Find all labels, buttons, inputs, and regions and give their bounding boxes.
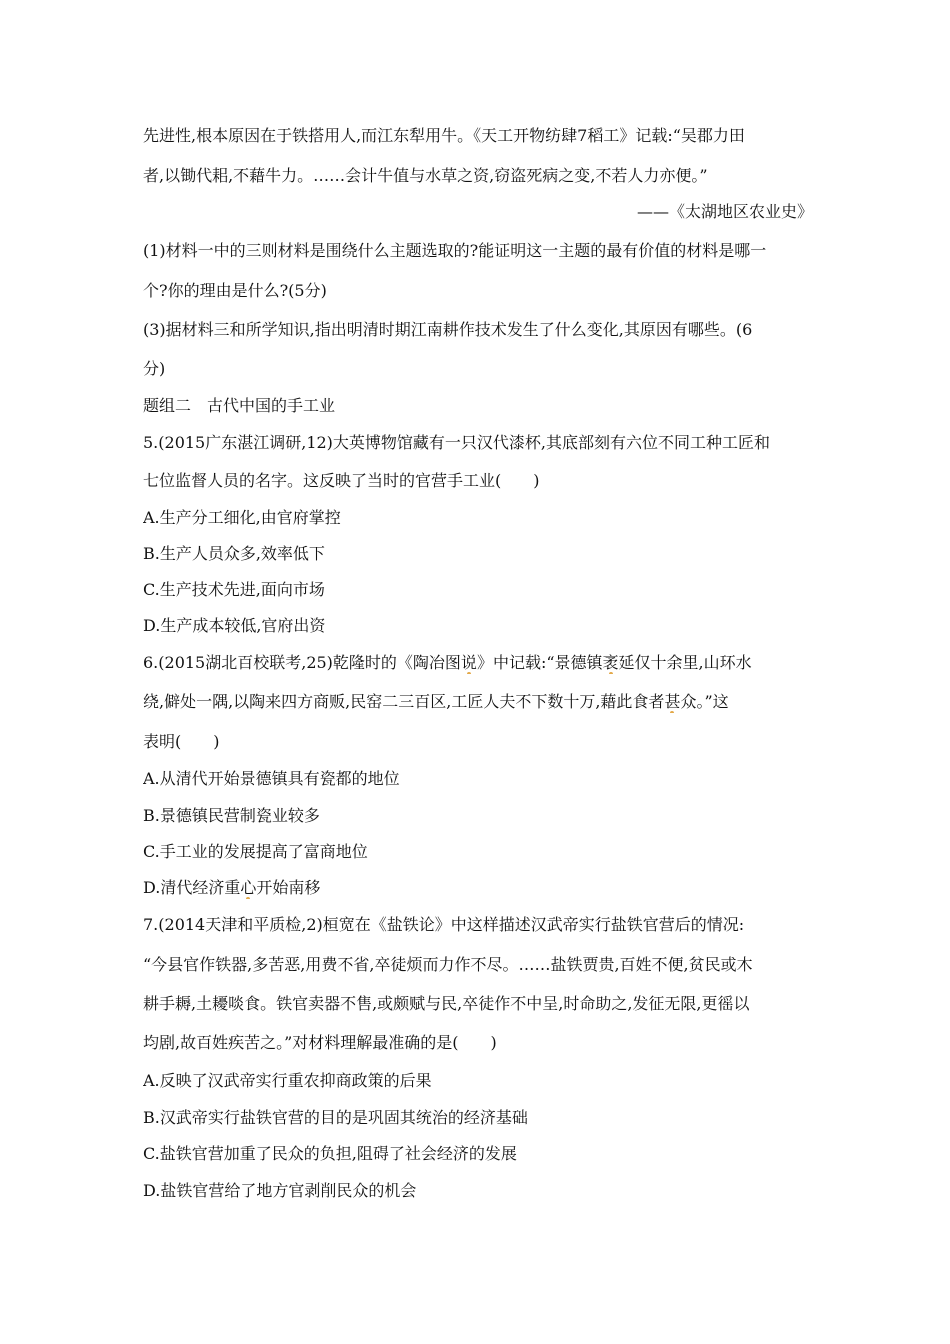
q6-text: 绕,僻处一隅,以陶来四方商贩,民窑二三百区,工匠人夫不下数十万,藉此食者: [143, 692, 665, 711]
q6-emphasis-char: 心: [240, 878, 257, 897]
q6-text: 》中记载:“景德镇: [476, 653, 603, 672]
question-7-stem-line-2: “今县官作铁器,多苦恶,用费不省,卒徒烦而力作不尽。……盐铁贾贵,百姓不便,贫民或木: [143, 955, 753, 974]
question-7-option-a: A.反映了汉武帝实行重农抑商政策的后果: [143, 1071, 432, 1090]
q6-emphasis-char: 甚: [664, 692, 681, 711]
question-1-line-1: (1)材料一中的三则材料是围绕什么主题选取的?能证明这一主题的最有价值的材料是哪一: [143, 241, 767, 260]
question-6-option-c: C.手工业的发展提高了富商地位: [143, 842, 368, 861]
q6-text: 众。”这: [680, 692, 729, 711]
question-7-stem-line-3: 耕手耨,土耰啖食。铁官卖器不售,或颇赋与民,卒徒作不中呈,时命助之,发征无限,更徭以: [143, 994, 750, 1013]
q6-emphasis-char: 说: [460, 653, 477, 672]
q6-text: D.清代经济重: [143, 878, 241, 897]
question-7-option-b: B.汉武帝实行盐铁官营的目的是巩固其统治的经济基础: [143, 1108, 528, 1127]
material-text-line-1: 先进性,根本原因在于铁搭用人,而江东犁用牛。《天工开物纺肆7稻工》记载:“吴郡力田: [143, 126, 745, 145]
q6-text: 延仅十余里,山环水: [618, 653, 752, 672]
material-text-line-2: 者,以锄代耜,不藉牛力。……会计牛值与水草之资,窃盗死病之变,不若人力亦便。”: [143, 166, 708, 185]
question-6-option-d: [143, 877, 813, 899]
question-5-option-b: B.生产人员众多,效率低下: [143, 544, 325, 563]
material-source: ——《太湖地区农业史》: [636, 202, 813, 221]
question-7-stem-line-1: 7.(2014天津和平质检,2)桓宽在《盐铁论》中这样描述汉武帝实行盐铁官营后的情况:: [143, 915, 745, 934]
question-5-stem-line-2: 七位监督人员的名字。这反映了当时的官营手工业( ): [143, 471, 540, 490]
question-3-line-2: 分): [143, 359, 166, 378]
question-5-option-d: D.生产成本较低,官府出资: [143, 616, 326, 635]
group-title: 题组二 古代中国的手工业: [143, 396, 336, 415]
question-3-line-1: (3)据材料三和所学知识,指出明清时期江南耕作技术发生了什么变化,其原因有哪些。(6: [143, 320, 753, 339]
question-6-option-a: A.从清代开始景德镇具有瓷都的地位: [143, 769, 400, 788]
question-7-stem-line-4: 均剧,故百姓疾苦之。”对材料理解最准确的是( ): [143, 1033, 497, 1052]
q6-emphasis-char: 袤: [602, 653, 619, 672]
question-6-stem-line-3: 表明( ): [143, 732, 220, 751]
question-7-option-c: C.盐铁官营加重了民众的负担,阻碍了社会经济的发展: [143, 1144, 517, 1163]
question-6-stem-line-1: [143, 652, 813, 674]
question-5-option-c: C.生产技术先进,面向市场: [143, 580, 325, 599]
q6-text: 开始南移: [256, 878, 321, 897]
question-5-option-a: A.生产分工细化,由官府掌控: [143, 508, 341, 527]
question-6-option-b: B.景德镇民营制瓷业较多: [143, 806, 320, 825]
question-6-stem-line-2: [143, 691, 813, 713]
question-1-line-2: 个?你的理由是什么?(5分): [143, 281, 327, 300]
question-7-option-d: D.盐铁官营给了地方官剥削民众的机会: [143, 1181, 417, 1200]
question-5-stem-line-1: 5.(2015广东湛江调研,12)大英博物馆藏有一只汉代漆杯,其底部刻有六位不同工种工匠和: [143, 433, 771, 452]
q6-text: 6.(2015湖北百校联考,25)乾隆时的《陶冶图: [143, 653, 461, 672]
